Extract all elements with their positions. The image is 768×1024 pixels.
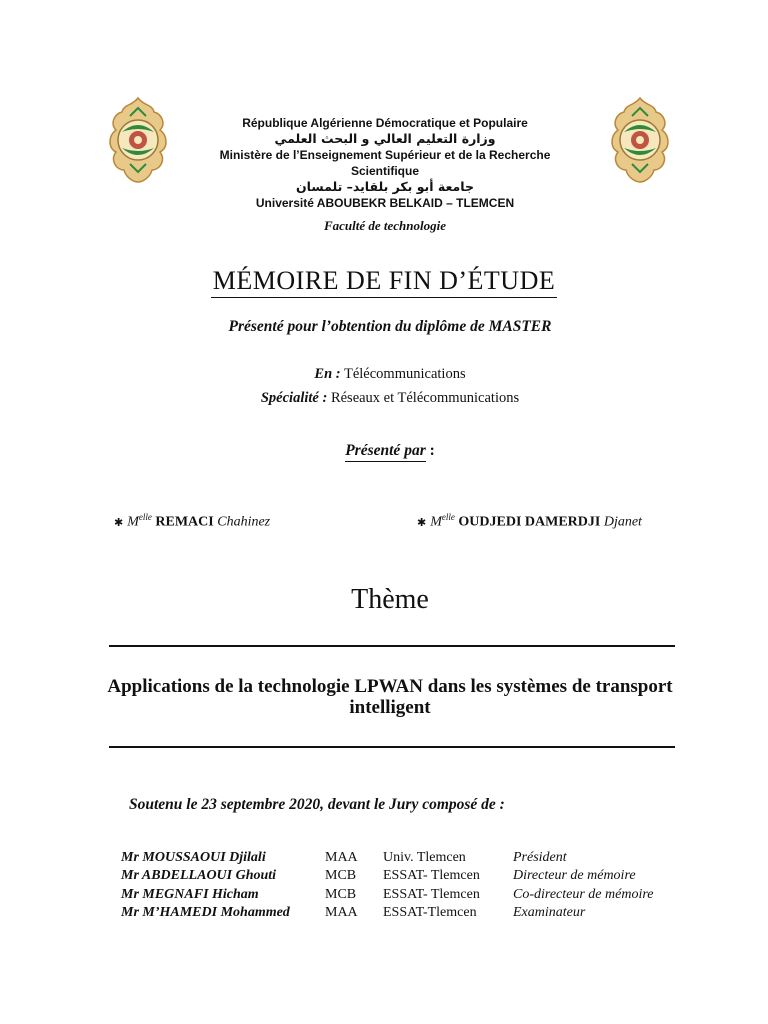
jury-grade: MCB [325, 868, 357, 883]
jury-row [0, 848, 768, 867]
jury-institution: ESSAT- Tlemcen [383, 868, 480, 883]
header-ministry-arabic: وزارة التعليم العالي و البحث العلمي [274, 131, 496, 146]
jury-grade: MCB [325, 887, 357, 902]
jury-role: Co-directeur de mémoire [513, 887, 654, 902]
jury-row [0, 866, 768, 885]
jury-row [0, 903, 768, 922]
field-en-label: En : [314, 366, 341, 382]
document-type-text: MÉMOIRE DE FIN D’ÉTUDE [211, 266, 557, 298]
jury-row [0, 885, 768, 904]
student-1-lastname: REMACI [155, 514, 214, 530]
header-republic: République Algérienne Démocratique et Populaire [242, 116, 528, 130]
defense-statement: Soutenu le 23 septembre 2020, devant le Jury composé de : [129, 796, 505, 813]
jury-institution: Univ. Tlemcen [383, 850, 466, 865]
header-ministry-cont: Scientifique [350, 164, 419, 178]
jury-role: Examinateur [513, 905, 586, 920]
presented-by-label: Présenté par [345, 442, 426, 462]
student-1-firstname: Chahinez [217, 514, 271, 530]
student-2-title: M [430, 514, 442, 530]
title-top-rule [109, 645, 675, 647]
jury-name: Mr ABDELLAOUI Ghouti [121, 868, 277, 883]
presented-by-colon: : [429, 442, 435, 459]
student-1 [114, 512, 270, 531]
student-1-title-sup: elle [138, 512, 152, 522]
jury-name: Mr M’HAMEDI Mohammed [121, 905, 290, 920]
faculty-name: Faculté de technologie [323, 218, 447, 233]
document-type-heading [0, 266, 768, 296]
jury-institution: ESSAT-Tlemcen [383, 905, 477, 920]
header-university-arabic: جامعة أبو بكر بلقايد– تلمسان [296, 179, 474, 194]
jury-institution: ESSAT- Tlemcen [383, 887, 480, 902]
field-en [0, 366, 768, 383]
jury-name: Mr MEGNAFI Hicham [121, 887, 259, 902]
university-seal-right [610, 96, 670, 184]
presented-by [0, 442, 768, 460]
jury-role: Directeur de mémoire [513, 868, 636, 883]
jury-role: Président [513, 850, 567, 865]
jury-name: Mr MOUSSAOUI Djilali [121, 850, 266, 865]
header-ministry: Ministère de l’Enseignement Supérieur et de la Recherche [219, 148, 551, 162]
university-seal-left [108, 96, 168, 184]
student-2-firstname: Djanet [603, 514, 642, 530]
jury-grade: MAA [325, 850, 358, 865]
field-specialite [0, 390, 768, 407]
student-1-title: M [127, 514, 139, 530]
jury-grade: MAA [325, 905, 358, 920]
bullet-star-icon: ✱ [114, 516, 124, 529]
title-bottom-rule [109, 746, 675, 748]
thesis-title: Applications de la technologie LPWAN dans les systèmes de transport intelligent [107, 676, 673, 718]
field-specialite-value: Réseaux et Télécommunications [330, 390, 520, 406]
student-2-lastname: OUDJEDI DAMERDJI [458, 514, 601, 530]
field-en-value: Télécommunications [343, 366, 466, 382]
header-university: Université ABOUBEKR BELKAID – TLEMCEN [255, 196, 515, 210]
field-specialite-label: Spécialité : [260, 390, 328, 406]
degree-line: Présenté pour l’obtention du diplôme de MASTER [228, 318, 552, 335]
theme-heading: Thème [351, 584, 429, 615]
student-2-title-sup: elle [441, 512, 455, 522]
bullet-star-icon: ✱ [417, 516, 427, 529]
student-2 [417, 512, 642, 531]
